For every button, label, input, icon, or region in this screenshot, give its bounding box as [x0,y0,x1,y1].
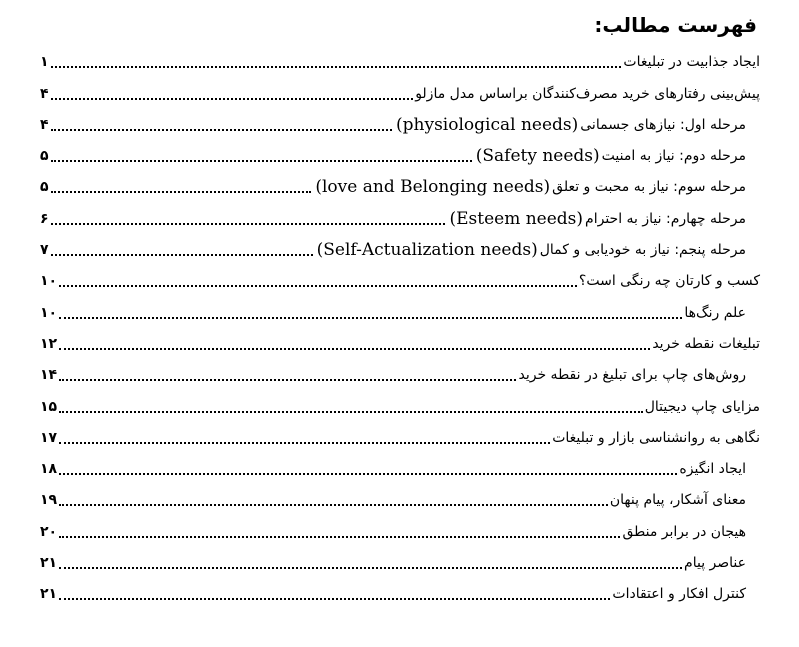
toc-entry[interactable] [40,262,760,293]
dot-leader [59,567,682,569]
toc-page-number: ۴ [40,116,49,133]
toc-entry-title: علم رنگ‌ها [684,304,746,321]
dot-leader [51,254,313,256]
toc-entry-title: نگاهی به روانشناسی بازار و تبلیغات [552,429,760,446]
dot-leader [59,348,650,350]
toc-page-number: ۱ [40,54,49,71]
toc-entry[interactable] [40,544,760,575]
toc-entry[interactable] [40,419,760,450]
toc-page-number: ۱۲ [40,335,58,352]
toc-entry[interactable] [40,481,760,512]
toc-page-number: ۱۷ [40,429,58,446]
toc-entry-title: مرحله پنجم: نیاز به خودیابی و کمال [539,242,746,259]
toc-entry[interactable] [40,293,760,324]
dot-leader [51,66,622,68]
dot-leader [51,98,414,100]
toc-entry-title: پیش‌بینی رفتارهای خرید مصرف‌کنندگان براساس مدل مازلو [415,85,760,102]
toc-page-number: ۱۸ [40,461,58,478]
toc-entry[interactable] [40,325,760,356]
dot-leader [59,285,577,287]
dot-leader [51,191,312,193]
toc-entry-english-term: (Esteem needs) [449,208,584,229]
toc-entry-english-term: (physiological needs) [396,114,579,135]
toc-entry-title: تبلیغات نقطه خرید [652,335,760,352]
toc-entry[interactable] [40,74,760,105]
toc-entry-title: مرحله چهارم: نیاز به احترام [585,210,746,227]
toc-entry-english-term: (love and Belonging needs) [315,177,551,198]
dot-leader [59,536,620,538]
dot-leader [59,598,610,600]
toc-entry[interactable] [40,512,760,543]
toc-entry-english-term: (Self-Actualization needs) [316,240,538,261]
toc-page-number: ۱۹ [40,492,58,509]
toc-page-number: ۱۰ [40,273,58,290]
toc-entry-title: ایجاد جذابیت در تبلیغات [623,54,760,71]
toc-page-number: ۵ [40,179,49,196]
toc-entry[interactable] [40,387,760,418]
toc-entry[interactable] [40,168,760,199]
toc-page-number: ۶ [40,210,49,227]
toc-entry[interactable] [40,231,760,262]
toc-page-number: ۵ [40,148,49,165]
toc-page-number: ۷ [40,242,49,259]
toc-page-number: ۲۱ [40,555,58,572]
toc-entry-title: روش‌های چاپ برای تبلیغ در نقطه خرید [518,367,746,384]
dot-leader [51,223,446,225]
dot-leader [51,129,392,131]
toc-entry[interactable] [40,356,760,387]
toc-entry-english-term: (Safety needs) [475,146,600,167]
toc-entry-title: مرحله سوم: نیاز به محبت و تعلق [552,179,746,196]
toc-page-number: ۱۰ [40,304,58,321]
toc-entry[interactable] [40,106,760,137]
toc-list [40,43,760,606]
toc-page-number: ۱۵ [40,398,58,415]
toc-page-number: ۴ [40,85,49,102]
toc-entry[interactable] [40,199,760,230]
toc-page-number: ۲۰ [40,523,58,540]
toc-entry[interactable] [40,43,760,74]
toc-entry-title: مرحله اول: نیازهای جسمانی [580,116,746,133]
toc-entry[interactable] [40,575,760,606]
toc-title: فهرست مطالب: [594,13,757,37]
dot-leader [59,379,516,381]
toc-page-number: ۲۱ [40,586,58,603]
dot-leader [59,473,677,475]
dot-leader [59,504,608,506]
toc-entry[interactable] [40,137,760,168]
toc-entry-title: هیجان در برابر منطق [622,523,746,540]
toc-entry[interactable] [40,450,760,481]
toc-entry-title: معنای آشکار، پیام پنهان [609,492,746,509]
toc-entry-title: عناصر پیام [684,555,746,572]
dot-leader [59,317,682,319]
dot-leader [59,442,550,444]
toc-entry-title: ایجاد انگیزه [679,461,746,478]
dot-leader [59,411,643,413]
dot-leader [51,160,472,162]
toc-page-number: ۱۴ [40,367,58,384]
toc-entry-title: کنترل افکار و اعتقادات [612,586,746,603]
toc-entry-title: کسب و کارتان چه رنگی است؟ [578,273,760,290]
toc-entry-title: مزایای چاپ دیجیتال [644,398,760,415]
toc-entry-title: مرحله دوم: نیاز به امنیت [601,148,746,165]
